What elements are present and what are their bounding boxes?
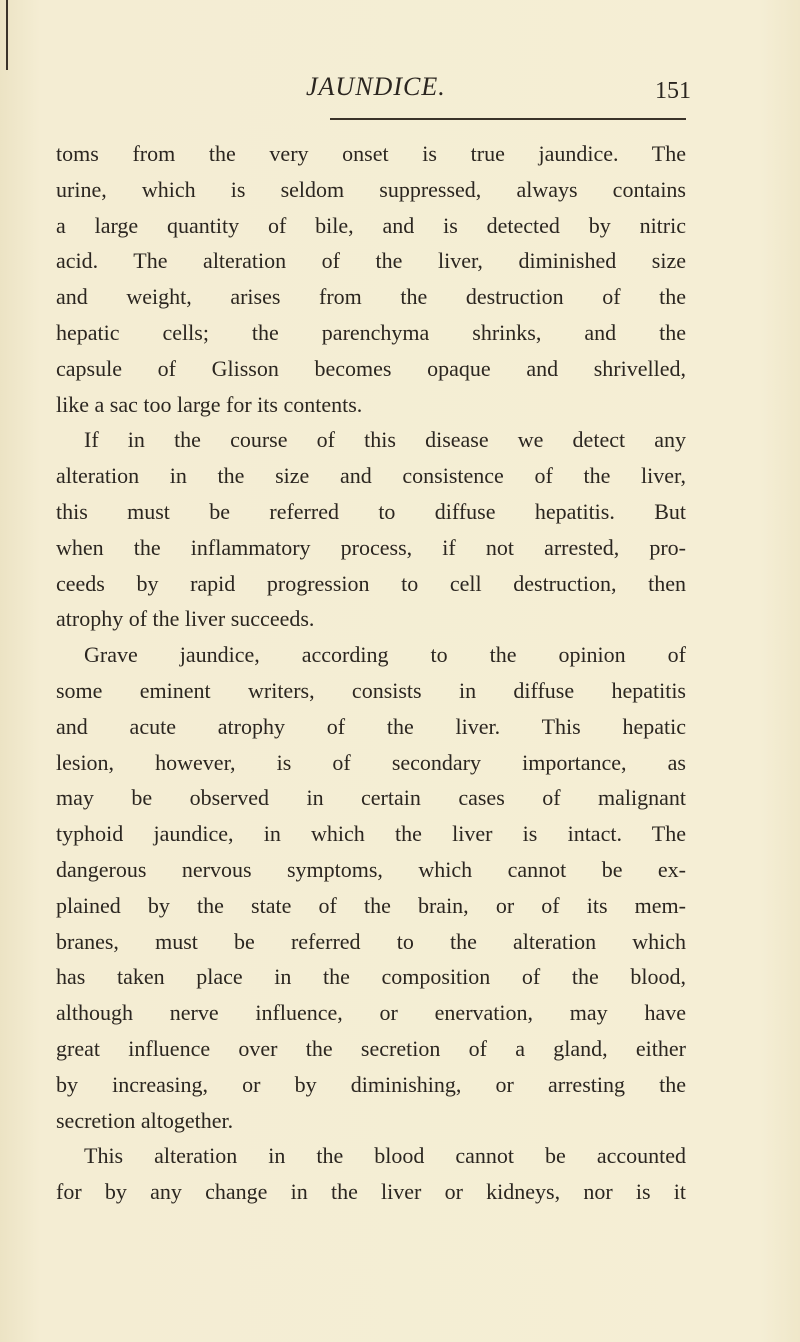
text-line: This alteration in the blood cannot be accounted: [84, 1143, 686, 1169]
page-header: [56, 72, 691, 112]
text-line: a large quantity of bile, and is detected by nitric: [56, 212, 686, 238]
text-line: ceeds by rapid progression to cell destruction, then: [56, 570, 686, 596]
text-line: alteration in the size and consistence of the liver,: [56, 463, 686, 489]
body-text: [56, 136, 686, 1210]
page-number: 151: [655, 78, 691, 104]
text-line: lesion, however, is of secondary importance, as: [56, 749, 686, 775]
text-line: and acute atrophy of the liver. This hepatic: [56, 713, 686, 739]
text-line: atrophy of the liver succeeds.: [56, 606, 315, 632]
text-line: by increasing, or by diminishing, or arresting the: [56, 1071, 686, 1097]
text-line: great influence over the secretion of a gland, either: [56, 1035, 686, 1061]
text-line: may be observed in certain cases of malignant: [56, 785, 686, 811]
text-line: some eminent writers, consists in diffuse hepatitis: [56, 677, 686, 703]
text-line: urine, which is seldom suppressed, always contains: [56, 176, 686, 202]
header-rule: [330, 118, 686, 120]
text-line: and weight, arises from the destruction of the: [56, 284, 686, 310]
text-line: capsule of Glisson becomes opaque and shrivelled,: [56, 355, 686, 381]
text-line: If in the course of this disease we detect any: [84, 427, 686, 453]
text-line: acid. The alteration of the liver, diminished size: [56, 248, 686, 274]
text-line: although nerve influence, or enervation, may have: [56, 1000, 686, 1026]
running-head: JAUNDICE.: [306, 72, 446, 101]
text-line: branes, must be referred to the alteration which: [56, 928, 686, 954]
text-line: like a sac too large for its contents.: [56, 391, 363, 417]
text-line: dangerous nervous symptoms, which cannot be ex-: [56, 856, 686, 882]
text-line: Grave jaundice, according to the opinion of: [84, 642, 686, 668]
text-line: this must be referred to diffuse hepatitis. But: [56, 498, 686, 524]
text-line: when the inflammatory process, if not arrested, pro-: [56, 534, 686, 560]
text-line: typhoid jaundice, in which the liver is intact. The: [56, 821, 686, 847]
text-line: plained by the state of the brain, or of its mem-: [56, 892, 686, 918]
text-line: secretion altogether.: [56, 1107, 234, 1133]
page-edge-line: [6, 0, 8, 70]
text-line: for by any change in the liver or kidneys, nor is it: [56, 1179, 686, 1205]
text-line: has taken place in the composition of the blood,: [56, 964, 686, 990]
text-line: toms from the very onset is true jaundice. The: [56, 141, 686, 166]
text-line: hepatic cells; the parenchyma shrinks, and the: [56, 319, 686, 345]
